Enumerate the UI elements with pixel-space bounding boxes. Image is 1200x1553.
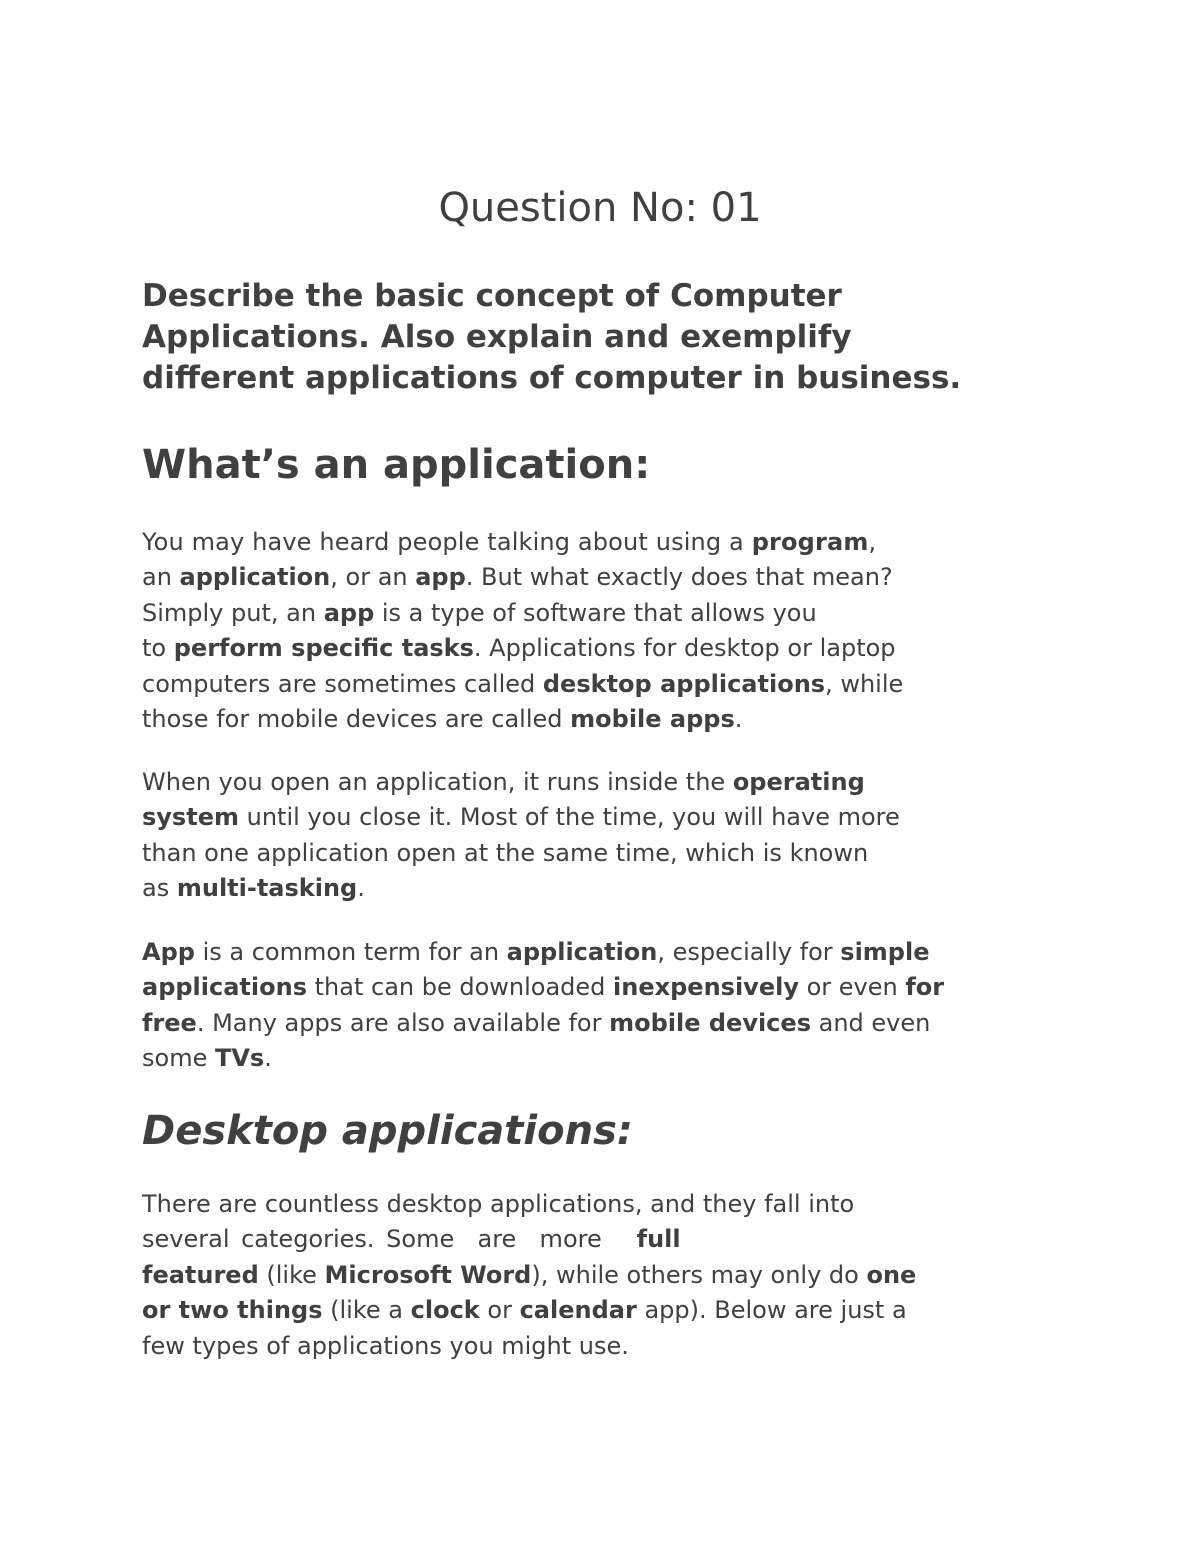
text-run: is a common term for an xyxy=(194,938,507,966)
bold-term: mobile devices xyxy=(609,1008,811,1037)
bold-term: one xyxy=(866,1260,917,1289)
document-body xyxy=(142,276,1072,1360)
paragraph-line xyxy=(142,1041,944,1076)
bold-term: clock xyxy=(410,1296,480,1325)
text-run: those for mobile devices are called xyxy=(142,705,571,734)
bold-term: desktop applications xyxy=(542,669,826,698)
question-line: different applications of computer in business. xyxy=(142,360,962,396)
bold-term: applications xyxy=(142,973,307,1002)
paragraph-line xyxy=(142,935,944,970)
bold-term: inexpensively xyxy=(613,973,799,1002)
paragraph-line xyxy=(142,702,903,737)
bold-term: system xyxy=(142,803,239,832)
text-run: or even xyxy=(798,973,906,1002)
paragraph-line xyxy=(142,1293,916,1328)
page-title: Question No: 01 xyxy=(438,185,762,231)
text-run: is a type of software that allows you xyxy=(374,598,817,627)
paragraph-line xyxy=(142,1222,916,1257)
question-text xyxy=(142,276,1072,399)
text-run: several categories. Some are more xyxy=(142,1225,637,1254)
text-run: (like xyxy=(258,1260,325,1289)
bold-term: TVs xyxy=(214,1044,265,1073)
bold-term: or two things xyxy=(142,1296,323,1325)
text-run: There are countless desktop applications, and they fall into xyxy=(142,1190,855,1218)
bold-term: app xyxy=(415,563,466,592)
paragraph-line xyxy=(142,871,900,906)
text-run: than one application open at the same time, which is known xyxy=(142,838,869,867)
paragraph-desktop-categories xyxy=(142,1187,916,1364)
text-run: few types of applications you might use. xyxy=(142,1331,629,1360)
text-run: . Many apps are also available for xyxy=(196,1008,610,1037)
text-run: ), while others may only do xyxy=(531,1260,867,1289)
paragraph-line xyxy=(142,836,900,871)
text-run: , xyxy=(868,528,877,556)
paragraph-line xyxy=(142,765,900,800)
paragraph-line xyxy=(142,631,903,666)
bold-term: calendar xyxy=(519,1296,637,1325)
text-run: . xyxy=(734,705,743,734)
bold-term: simple xyxy=(840,938,930,966)
text-run: an xyxy=(142,563,180,592)
paragraph-line xyxy=(142,560,903,595)
text-run: until you close it. Most of the time, you will have more xyxy=(238,803,900,832)
text-run: . xyxy=(357,874,365,903)
bold-term: multi-tasking xyxy=(176,874,358,903)
bold-term: perform specific tasks xyxy=(173,634,474,663)
paragraph-app-term xyxy=(142,935,944,1077)
text-run: , while xyxy=(825,669,904,698)
bold-term: app xyxy=(323,598,375,627)
text-run: . But what exactly does that mean? xyxy=(465,563,893,592)
text-run: app). Below are just a xyxy=(636,1296,907,1325)
question-line: Applications. Also explain and exemplify xyxy=(142,319,852,355)
bold-term: full xyxy=(636,1225,681,1254)
paragraph-line xyxy=(142,1187,916,1222)
text-run: You may have heard people talking about using a xyxy=(142,528,752,556)
text-run: When you open an application, it runs inside the xyxy=(142,768,733,796)
paragraph-line xyxy=(142,596,903,631)
bold-term: application xyxy=(179,563,331,592)
paragraph-line xyxy=(142,1329,916,1364)
bold-term: Microsoft Word xyxy=(324,1260,532,1289)
section-heading-application: What’s an application: xyxy=(142,442,651,488)
text-run: that can be downloaded xyxy=(307,973,614,1002)
text-run: as xyxy=(142,874,177,903)
bold-term: operating xyxy=(732,768,865,796)
section-heading-desktop-applications: Desktop applications: xyxy=(142,1108,633,1154)
text-run: . xyxy=(264,1044,272,1073)
text-run: Simply put, an xyxy=(142,598,324,627)
paragraph-line xyxy=(142,1258,916,1293)
bold-term: featured xyxy=(142,1260,259,1289)
text-run: (like a xyxy=(322,1296,411,1325)
paragraph-multitasking xyxy=(142,765,900,907)
paragraph-application-definition xyxy=(142,525,903,737)
bold-term: for xyxy=(905,973,945,1002)
text-run: or xyxy=(479,1296,520,1325)
bold-term: App xyxy=(142,938,195,966)
paragraph-line xyxy=(142,800,900,835)
text-run: some xyxy=(142,1044,215,1073)
text-run: , especially for xyxy=(657,938,841,966)
text-run: . Applications for desktop or laptop xyxy=(473,634,896,663)
bold-term: free xyxy=(142,1008,197,1037)
bold-term: mobile apps xyxy=(570,705,735,734)
paragraph-line xyxy=(142,667,903,702)
text-run: and even xyxy=(810,1008,931,1037)
bold-term: program xyxy=(751,528,869,556)
paragraph-line xyxy=(142,525,903,560)
question-line: Describe the basic concept of Computer xyxy=(142,278,842,314)
text-run: computers are sometimes called xyxy=(142,669,543,698)
bold-term: application xyxy=(506,938,658,966)
paragraph-line xyxy=(142,970,944,1005)
text-run: to xyxy=(142,634,174,663)
text-run: , or an xyxy=(330,563,416,592)
paragraph-line xyxy=(142,1006,944,1041)
